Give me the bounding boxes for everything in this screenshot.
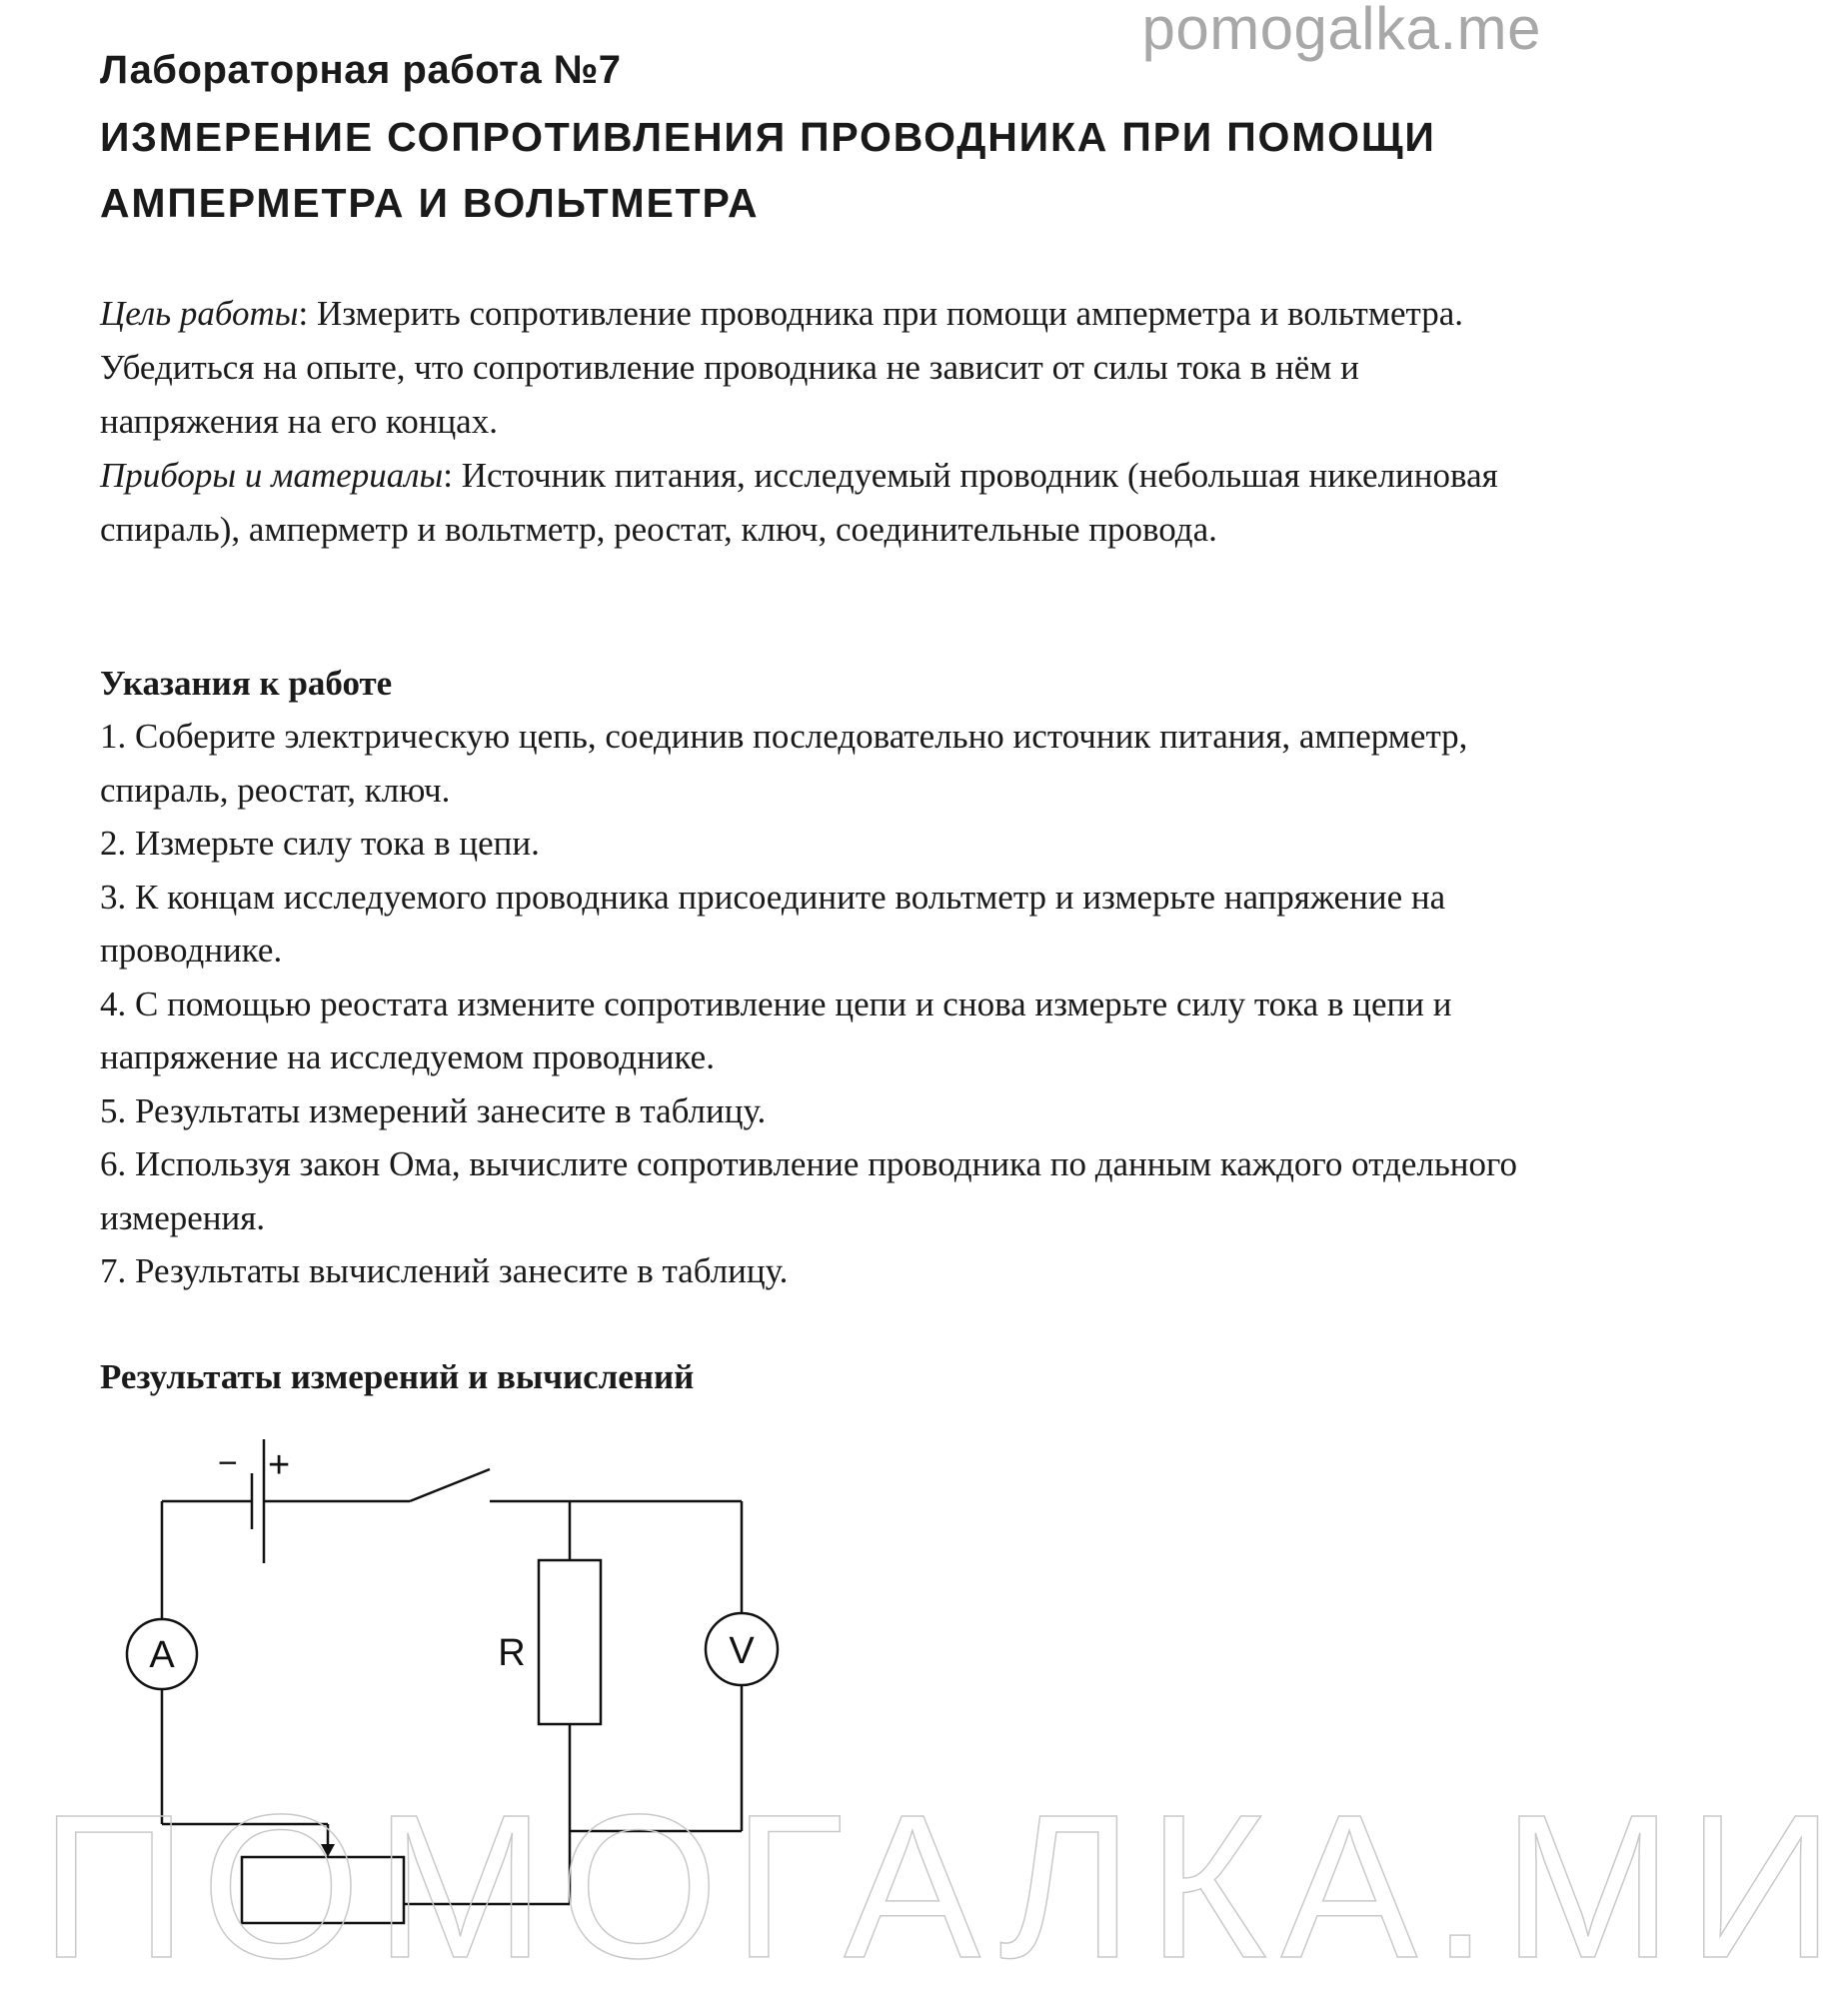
- instruction-step: 2. Измерьте силу тока в цепи.: [100, 824, 540, 863]
- battery-plus-label: +: [268, 1444, 291, 1486]
- materials-paragraph: [100, 449, 1519, 557]
- lab-main-title: [100, 104, 1499, 236]
- title-line-2: АМПЕРМЕТРА И ВОЛЬТМЕТРА: [100, 180, 760, 226]
- instructions-list: [100, 710, 1519, 1298]
- title-line-1: ИЗМЕРЕНИЕ СОПРОТИВЛЕНИЯ ПРОВОДНИКА ПРИ ПОМОЩИ: [100, 114, 1436, 160]
- background-watermark: ПОМОГАЛКА.МИ: [40, 1772, 1848, 2001]
- site-watermark-logo: pomogalka.me: [1141, 0, 1541, 62]
- results-heading: Результаты измерений и вычислений: [100, 1357, 695, 1396]
- instruction-step: 1. Соберите электрическую цепь, соединив последовательно источник питания, амперметр, спираль, реостат, ключ.: [100, 717, 1468, 810]
- instruction-step: 4. С помощью реостата измените сопротивление цепи и снова измерьте силу тока в цепи и напряжение на исследуемом проводнике.: [100, 984, 1452, 1076]
- instructions-heading: Указания к работе: [100, 664, 393, 703]
- instruction-step: 6. Используя закон Ома, вычислите сопротивление проводника по данным каждого отдельного измерения.: [100, 1144, 1518, 1237]
- battery-minus-label: −: [218, 1444, 238, 1482]
- instruction-step: 3. К концам исследуемого проводника присоедините вольтметр и измерьте напряжение на проводнике.: [100, 877, 1446, 970]
- ammeter-label: A: [149, 1634, 175, 1676]
- instruction-step: 5. Результаты измерений занесите в таблицу.: [100, 1090, 767, 1130]
- intro-section: [100, 287, 1519, 557]
- instruction-step: 7. Результаты вычислений занесите в таблицу.: [100, 1251, 789, 1290]
- resistor-label: R: [498, 1632, 526, 1674]
- resistor-icon: [539, 1560, 601, 1724]
- voltmeter-label: V: [729, 1630, 755, 1672]
- materials-text: : Источник питания, исследуемый проводник (небольшая никелиновая спираль), амперметр и вольтметр, реостат, ключ, соединительные провода.: [100, 456, 1498, 549]
- materials-label: Приборы и материалы: [100, 456, 444, 495]
- switch-icon: [410, 1469, 490, 1501]
- goal-label: Цель работы: [100, 294, 299, 333]
- goal-text: : Измерить сопротивление проводника при помощи амперметра и вольтметра. Убедиться на опыте, что сопротивление проводника не зависит от силы тока в нём и напряжения на его концах.: [100, 294, 1464, 441]
- lab-number-title: Лабораторная работа №7: [100, 48, 622, 92]
- goal-paragraph: [100, 287, 1519, 449]
